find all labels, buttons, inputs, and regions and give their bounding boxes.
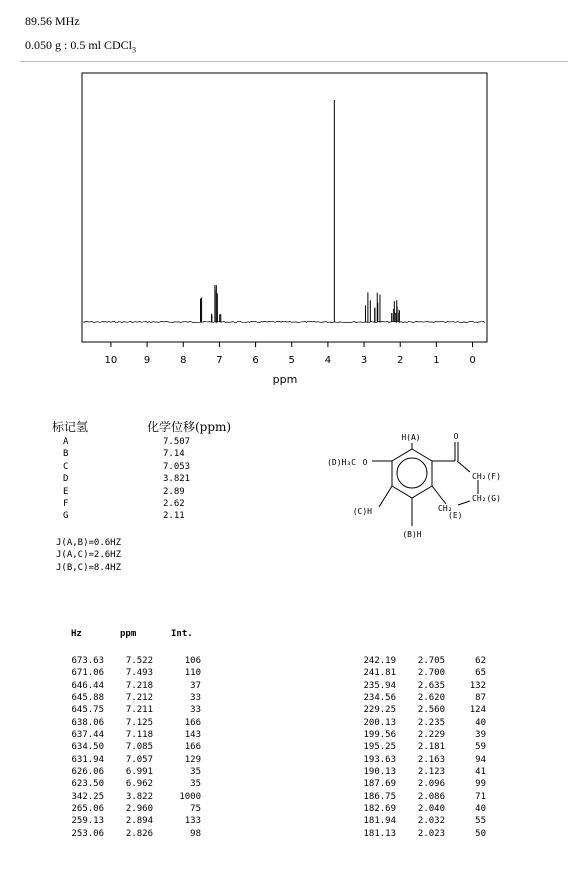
spectrum-baseline — [83, 321, 485, 322]
nmr-spectrum-chart — [0, 0, 570, 400]
x-tick-label: 7 — [216, 355, 223, 366]
ppm-cell: 2.229 — [417, 730, 445, 741]
hz-cell: 631.94 — [71, 754, 104, 765]
label-och3: (D)H₃C — [327, 458, 356, 467]
hz-cell: 241.81 — [363, 668, 396, 679]
intensity-cell: 33 — [190, 693, 201, 704]
ppm-cell: 2.960 — [125, 804, 153, 815]
hydrogen-label: E — [63, 486, 69, 497]
label-ch2-e: CH₂ — [438, 504, 453, 513]
coupling-constant: J(A,B)=0.6HZ — [56, 538, 122, 548]
hz-cell: 229.25 — [363, 705, 396, 716]
hydrogen-label: C — [63, 461, 69, 472]
assignment-header-hydrogen: 标记氢 — [52, 420, 89, 434]
ppm-cell: 2.163 — [417, 754, 445, 765]
x-tick-label: 10 — [104, 355, 118, 366]
intensity-cell: 75 — [190, 804, 201, 815]
sample-subscript: 3 — [132, 45, 137, 55]
ppm-cell: 2.620 — [417, 693, 445, 704]
ppm-cell: 2.040 — [417, 804, 445, 815]
intensity-cell: 55 — [475, 816, 486, 827]
hz-cell: 265.06 — [71, 804, 104, 815]
hz-cell: 187.69 — [363, 779, 396, 790]
ppm-cell: 7.522 — [125, 656, 153, 666]
ppm-cell: 2.826 — [125, 828, 153, 839]
ppm-cell: 7.212 — [125, 693, 153, 704]
hz-cell: 234.56 — [363, 693, 396, 704]
intensity-cell: 132 — [469, 680, 486, 691]
hz-cell: 646.44 — [71, 680, 104, 691]
label-ch2-f: CH₂(F) — [472, 472, 501, 481]
intensity-cell: 65 — [475, 668, 486, 679]
intensity-cell: 62 — [475, 656, 486, 666]
ppm-cell: 7.125 — [125, 717, 153, 728]
x-axis-label: ppm — [272, 373, 298, 386]
bond-ring-hc — [379, 486, 392, 507]
assignment-header-shift: 化学位移(ppm) — [147, 420, 232, 434]
coupling-constant: J(A,C)=2.6HZ — [56, 550, 122, 561]
intensity-cell: 40 — [475, 717, 486, 728]
intensity-cell: 129 — [184, 754, 201, 765]
label-hc: (C)H — [352, 507, 372, 516]
hz-cell: 645.75 — [71, 705, 104, 716]
hz-cell: 181.13 — [363, 828, 396, 839]
label-e: (E) — [448, 511, 463, 520]
intensity-cell: 106 — [184, 656, 201, 666]
hz-cell: 186.75 — [363, 791, 396, 802]
spectrometer-frequency: 89.56 MHz — [25, 14, 80, 28]
ppm-cell: 2.123 — [417, 767, 445, 778]
hz-cell: 190.13 — [363, 767, 396, 778]
label-carbonyl-o: O — [453, 432, 459, 441]
label-hb: (B)H — [402, 530, 422, 539]
hydrogen-label: F — [63, 498, 69, 509]
hz-cell: 626.06 — [71, 767, 104, 778]
intensity-cell: 166 — [184, 742, 201, 753]
hz-cell: 193.63 — [363, 754, 396, 765]
hz-cell: 259.13 — [71, 816, 104, 827]
intensity-cell: 41 — [475, 767, 486, 778]
intensity-cell: 99 — [475, 779, 486, 790]
ppm-cell: 2.023 — [417, 828, 445, 839]
x-tick-label: 6 — [252, 355, 259, 366]
ppm-cell: 2.181 — [417, 742, 445, 753]
benzene-ring — [392, 449, 432, 498]
ppm-cell: 2.086 — [417, 791, 445, 802]
intensity-cell: 33 — [190, 705, 201, 716]
x-tick-label: 8 — [180, 355, 187, 366]
chemical-shift: 2.89 — [163, 486, 185, 497]
x-tick-label: 1 — [433, 355, 440, 366]
x-tick-label: 0 — [469, 355, 476, 366]
chemical-shift: 7.507 — [163, 437, 191, 447]
ppm-cell: 2.560 — [417, 705, 445, 716]
bond-carbonyl-ch2f — [457, 461, 470, 472]
hz-cell: 638.06 — [71, 717, 104, 728]
ppm-cell: 2.894 — [125, 816, 153, 827]
intensity-cell: 71 — [475, 791, 486, 802]
ppm-cell: 7.118 — [125, 730, 153, 741]
ppm-cell: 3.822 — [125, 791, 153, 802]
ppm-cell: 2.032 — [417, 816, 445, 827]
sample-text: 0.050 g : 0.5 ml CDCl — [25, 38, 133, 52]
ppm-cell: 7.057 — [125, 754, 153, 765]
ppm-cell: 2.096 — [417, 779, 445, 790]
coupling-constant: J(B,C)=8.4HZ — [56, 562, 122, 573]
hz-cell: 342.25 — [71, 791, 104, 802]
chemical-shift: 2.62 — [163, 498, 185, 509]
coupling-constants — [56, 538, 121, 575]
hz-cell: 671.06 — [71, 668, 104, 679]
hz-cell: 623.50 — [71, 779, 104, 790]
x-tick-label: 3 — [360, 355, 368, 366]
label-ha: H(A) — [401, 433, 421, 442]
intensity-cell: 37 — [190, 680, 201, 691]
x-tick-label: 5 — [288, 355, 295, 366]
hz-cell: 645.88 — [71, 693, 104, 704]
intensity-cell: 98 — [190, 828, 201, 839]
aromatic-circle — [397, 458, 427, 488]
ppm-cell: 2.635 — [417, 680, 445, 691]
label-ether-o: O — [362, 458, 368, 467]
intensity-cell: 94 — [475, 754, 486, 765]
hydrogen-label: G — [63, 511, 69, 522]
hz-cell: 235.94 — [363, 680, 396, 691]
intensity-cell: 133 — [184, 816, 201, 827]
intensity-cell: 143 — [184, 730, 201, 741]
intensity-cell: 124 — [469, 705, 486, 716]
ppm-cell: 7.218 — [125, 680, 153, 691]
plot-frame — [82, 73, 487, 342]
intensity-cell: 1000 — [179, 791, 201, 802]
intensity-cell: 59 — [475, 742, 486, 753]
ppm-cell: 7.493 — [125, 668, 153, 679]
x-tick-label: 9 — [143, 355, 151, 366]
ppm-cell: 2.705 — [417, 656, 445, 666]
hz-cell: 182.69 — [363, 804, 396, 815]
hz-cell: 673.63 — [71, 656, 104, 666]
hz-cell: 253.06 — [71, 828, 104, 839]
label-ch2-g: CH₂(G) — [472, 494, 501, 503]
table-header-hz: Hz — [71, 629, 82, 639]
table-header-ppm: ppm — [120, 629, 137, 639]
ppm-cell: 6.962 — [125, 779, 153, 790]
ppm-cell: 7.085 — [125, 742, 153, 753]
hz-cell: 200.13 — [363, 717, 396, 728]
intensity-cell: 50 — [475, 828, 486, 839]
chemical-shift: 7.14 — [163, 449, 185, 460]
intensity-cell: 110 — [184, 668, 201, 679]
bond-ring-ch2e — [432, 486, 446, 504]
hz-cell: 195.25 — [363, 742, 396, 753]
ppm-cell: 6.991 — [125, 767, 153, 778]
hz-cell: 637.44 — [71, 730, 104, 741]
intensity-cell: 39 — [475, 730, 486, 741]
chemical-shift: 2.11 — [163, 511, 185, 522]
table-header-int: Int. — [171, 629, 193, 639]
intensity-cell: 166 — [184, 717, 201, 728]
ppm-cell: 7.211 — [125, 705, 153, 716]
hz-cell: 634.50 — [71, 742, 104, 753]
hz-cell: 181.94 — [363, 816, 396, 827]
hydrogen-label: B — [63, 449, 69, 460]
hz-cell: 199.56 — [363, 730, 396, 741]
x-tick-label: 4 — [324, 355, 332, 366]
intensity-cell: 35 — [190, 779, 201, 790]
hydrogen-label: A — [63, 437, 69, 447]
hz-cell: 242.19 — [363, 656, 396, 666]
hydrogen-label: D — [63, 474, 69, 485]
intensity-cell: 87 — [475, 693, 486, 704]
intensity-cell: 40 — [475, 804, 486, 815]
chemical-shift: 3.821 — [163, 474, 191, 485]
chemical-shift: 7.053 — [163, 461, 191, 472]
intensity-cell: 35 — [190, 767, 201, 778]
ppm-cell: 2.235 — [417, 717, 445, 728]
ppm-cell: 2.700 — [417, 668, 445, 679]
bond-ch2g-ch2e — [458, 501, 470, 505]
x-tick-label: 2 — [397, 355, 404, 366]
